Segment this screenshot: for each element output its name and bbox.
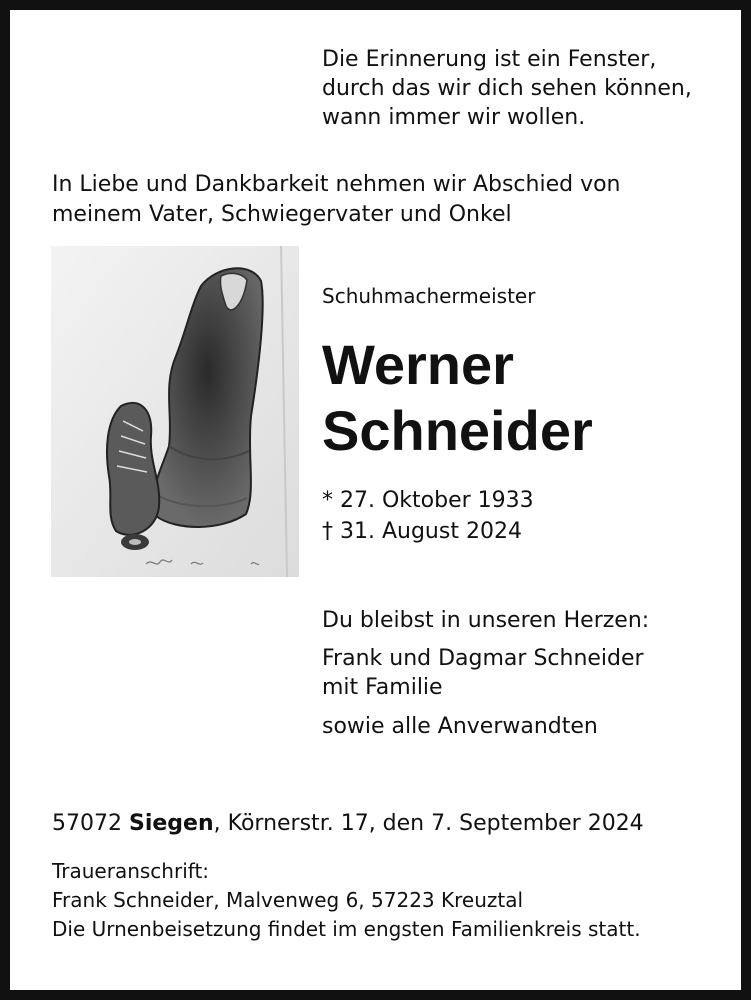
- memorial-quote: [322, 45, 692, 132]
- deceased-name: [322, 332, 593, 464]
- mourners-names: Frank und Dagmar Schneider: [322, 646, 644, 671]
- quote-line: durch das wir dich sehen können,: [322, 76, 692, 101]
- profession-title: Schuhmachermeister: [322, 284, 536, 308]
- death-date: † 31. August 2024: [322, 519, 522, 544]
- address-text: Frank Schneider, Malvenweg 6, 57223 Kreuztal: [52, 888, 524, 912]
- farewell-intro: [52, 170, 621, 230]
- mourners-heading: Du bleibst in unseren Herzen:: [322, 608, 650, 633]
- place-date-line: [52, 809, 644, 839]
- intro-line: In Liebe und Dankbarkeit nehmen wir Abschied von: [52, 172, 621, 197]
- birth-date: * 27. Oktober 1933: [322, 488, 534, 513]
- burial-note: Die Urnenbeisetzung findet im engsten Familienkreis statt.: [52, 917, 641, 941]
- life-dates: [322, 485, 534, 547]
- mourning-address-block: [52, 857, 641, 944]
- place-rest: , Körnerstr. 17, den 7. September 2024: [213, 811, 644, 836]
- mourners-names-cont: mit Familie: [322, 675, 443, 700]
- mourners-others: sowie alle Anverwandten: [322, 714, 598, 739]
- intro-line: meinem Vater, Schwiegervater und Onkel: [52, 202, 512, 227]
- address-label: Traueranschrift:: [52, 859, 210, 883]
- shoes-drawing-image: [51, 246, 299, 577]
- shoes-drawing-icon: [51, 246, 299, 577]
- city: Siegen: [129, 811, 214, 836]
- quote-line: wann immer wir wollen.: [322, 105, 586, 130]
- mourners-block: [322, 606, 649, 741]
- postcode: 57072: [52, 811, 122, 836]
- last-name: Schneider: [322, 399, 593, 462]
- quote-line: Die Erinnerung ist ein Fenster,: [322, 47, 657, 72]
- first-name: Werner: [322, 333, 514, 396]
